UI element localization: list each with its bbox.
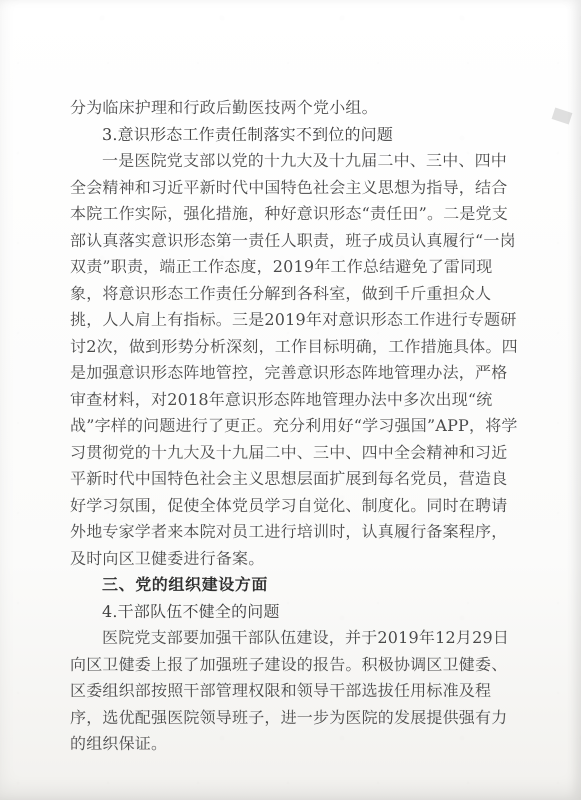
document-body: [70, 95, 520, 758]
paragraph-ideology-work: 一是医院党支部以党的十九大及十九届二中、三中、四中全会精神和习近平新时代中国特色社会主义思想为指导，结合本院工作实际，强化措施，种好意识形态“责任田”。二是党支部认真落实意识形态第一责任人职责，班子成员认真履行“一岗双责”职责，端正工作态度，2019年工作总结避免了雷同现象，将意识形态工作责任分解到各科室，做到千斤重担众人挑，人人肩上有指标。三是2019年对意识形态工作进行专题研讨2次，做到形势分析深刻，工作目标明确，工作措施具体。四是加强意识形态阵地管控，完善意识形态阵地管理办法，严格审查材料，对2018年意识形态阵地管理办法中多次出现“统战”字样的问题进行了更正。充分利用好“学习强国”APP，将学习贯彻党的十九大及十九届二中、三中、四中全会精神和习近平新时代中国特色社会主义思想层面扩展到每名党员，营造良好学习氛围，促使全体党员学习自觉化、制度化。同时在聘请外地专家学者来本院对员工进行培训时，认真履行备案程序，及时向区卫健委进行备案。: [70, 151, 518, 568]
scan-edge-mark: [552, 108, 573, 125]
paragraph-cadre-team: 医院党支部要加强干部队伍建设，并于2019年12月29日向区卫健委上报了加强班子建设的报告。积极协调区卫健委、区委组织部按照干部管理权限和领导干部选拔任用标准及程序，选优配强医院领导班子，进一步为医院的发展提供强有力的组织保证。: [70, 628, 510, 753]
paragraph-line-1: 分为临床护理和行政后勤医技两个党小组。: [70, 98, 378, 117]
section-heading-organization-building: 三、党的组织建设方面: [102, 575, 269, 594]
subheading-4: 4.干部队伍不健全的问题: [102, 601, 280, 621]
subheading-3: 3.意识形态工作责任制落实不到位的问题: [102, 124, 394, 144]
